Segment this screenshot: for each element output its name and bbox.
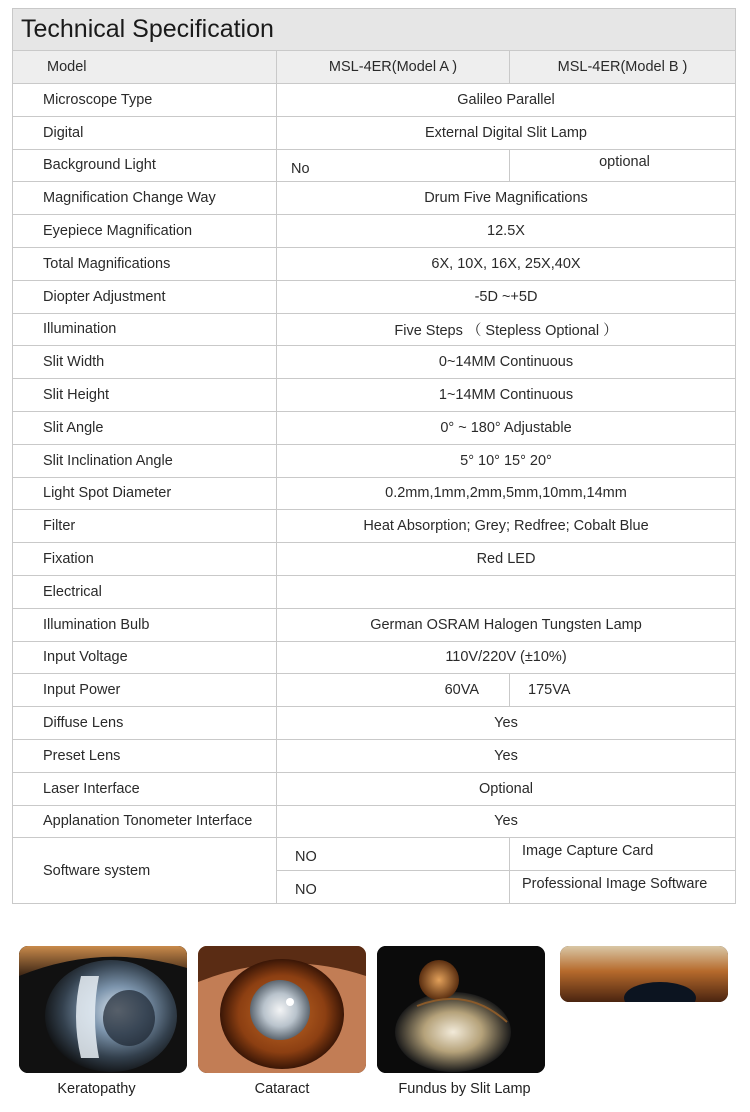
spec-row [13, 477, 736, 510]
spec-sheet [12, 8, 736, 904]
software-value-a1: NO [277, 838, 510, 871]
caption-keratopathy: Keratopathy [57, 1081, 136, 1097]
spec-row [13, 411, 736, 444]
software-value-a2: NO [277, 871, 510, 904]
spec-value [277, 575, 736, 608]
spec-row [13, 182, 736, 215]
spec-value: 0° ~ 180° Adjustable [277, 411, 736, 444]
spec-row [13, 280, 736, 313]
spec-label: Applanation Tonometer Interface [13, 805, 277, 838]
spec-label: Filter [13, 510, 277, 543]
spec-label: Laser Interface [13, 772, 277, 805]
spec-value: -5D ~+5D [277, 280, 736, 313]
spec-label: Slit Inclination Angle [13, 444, 277, 477]
spec-row [13, 215, 736, 248]
software-value-b1: Image Capture Card [510, 838, 736, 871]
spec-label: Magnification Change Way [13, 182, 277, 215]
iris-photo [560, 946, 728, 1002]
spec-row [13, 444, 736, 477]
spec-label: Input Power [13, 674, 277, 707]
spec-row [13, 84, 736, 117]
spec-label: Input Voltage [13, 641, 277, 674]
spec-row [13, 379, 736, 412]
spec-row [13, 575, 736, 608]
spec-value: Drum Five Magnifications [277, 182, 736, 215]
spec-row [13, 674, 736, 707]
spec-label: Fixation [13, 543, 277, 576]
caption-cataract: Cataract [254, 1081, 310, 1097]
spec-value-model-b: 175VA [510, 674, 736, 707]
spec-value: Yes [277, 805, 736, 838]
software-row [13, 838, 736, 871]
spec-label: Slit Height [13, 379, 277, 412]
spec-value: 12.5X [277, 215, 736, 248]
spec-value-model-b: optional [510, 149, 736, 182]
spec-value: Galileo Parallel [277, 84, 736, 117]
spec-value: 0.2mm,1mm,2mm,5mm,10mm,14mm [277, 477, 736, 510]
spec-label: Background Light [13, 149, 277, 182]
spec-row [13, 707, 736, 740]
spec-label: Illumination Bulb [13, 608, 277, 641]
spec-row [13, 247, 736, 280]
page-title: Technical Specification [21, 15, 274, 43]
software-label: Software system [13, 838, 277, 904]
spec-value: 110V/220V (±10%) [277, 641, 736, 674]
spec-label: Digital [13, 116, 277, 149]
spec-label: Slit Width [13, 346, 277, 379]
spec-label: Illumination [13, 313, 277, 346]
spec-label: Diffuse Lens [13, 707, 277, 740]
software-value-b2: Professional Image Software [510, 871, 736, 904]
spec-label: Light Spot Diameter [13, 477, 277, 510]
cataract-photo [198, 946, 366, 1073]
header-model-a: MSL-4ER(Model A ) [277, 51, 510, 84]
spec-row [13, 510, 736, 543]
spec-value: Five Steps （ Stepless Optional ） [277, 313, 736, 346]
spec-value: 5° 10° 15° 20° [277, 444, 736, 477]
spec-value: 6X, 10X, 16X, 25X,40X [277, 247, 736, 280]
spec-label: Slit Angle [13, 411, 277, 444]
spec-value: Yes [277, 707, 736, 740]
spec-row [13, 313, 736, 346]
spec-label: Microscope Type [13, 84, 277, 117]
header-model-b: MSL-4ER(Model B ) [510, 51, 736, 84]
spec-value: Optional [277, 772, 736, 805]
spec-row [13, 149, 736, 182]
fundus-photo [377, 946, 545, 1073]
keratopathy-photo [19, 946, 187, 1073]
spec-value: Heat Absorption; Grey; Redfree; Cobalt Blue [277, 510, 736, 543]
spec-value: 1~14MM Continuous [277, 379, 736, 412]
spec-row [13, 543, 736, 576]
caption-fundus: Fundus by Slit Lamp [398, 1081, 531, 1097]
spec-value: German OSRAM Halogen Tungsten Lamp [277, 608, 736, 641]
spec-label: Total Magnifications [13, 247, 277, 280]
spec-value: Red LED [277, 543, 736, 576]
spec-row [13, 805, 736, 838]
spec-label: Electrical [13, 575, 277, 608]
spec-row [13, 346, 736, 379]
spec-row [13, 739, 736, 772]
spec-row [13, 608, 736, 641]
spec-label: Diopter Adjustment [13, 280, 277, 313]
spec-value: Yes [277, 739, 736, 772]
table-header-row [13, 51, 736, 84]
spec-value-model-a: No [277, 149, 510, 182]
spec-value-model-a: 60VA [277, 674, 510, 707]
sample-images [0, 940, 750, 1112]
spec-value: External Digital Slit Lamp [277, 116, 736, 149]
header-model-label: Model [13, 51, 277, 84]
spec-value: 0~14MM Continuous [277, 346, 736, 379]
spec-label: Preset Lens [13, 739, 277, 772]
spec-label: Eyepiece Magnification [13, 215, 277, 248]
spec-table [12, 50, 736, 904]
title-bar [12, 8, 736, 50]
spec-row [13, 116, 736, 149]
spec-row [13, 641, 736, 674]
spec-row [13, 772, 736, 805]
